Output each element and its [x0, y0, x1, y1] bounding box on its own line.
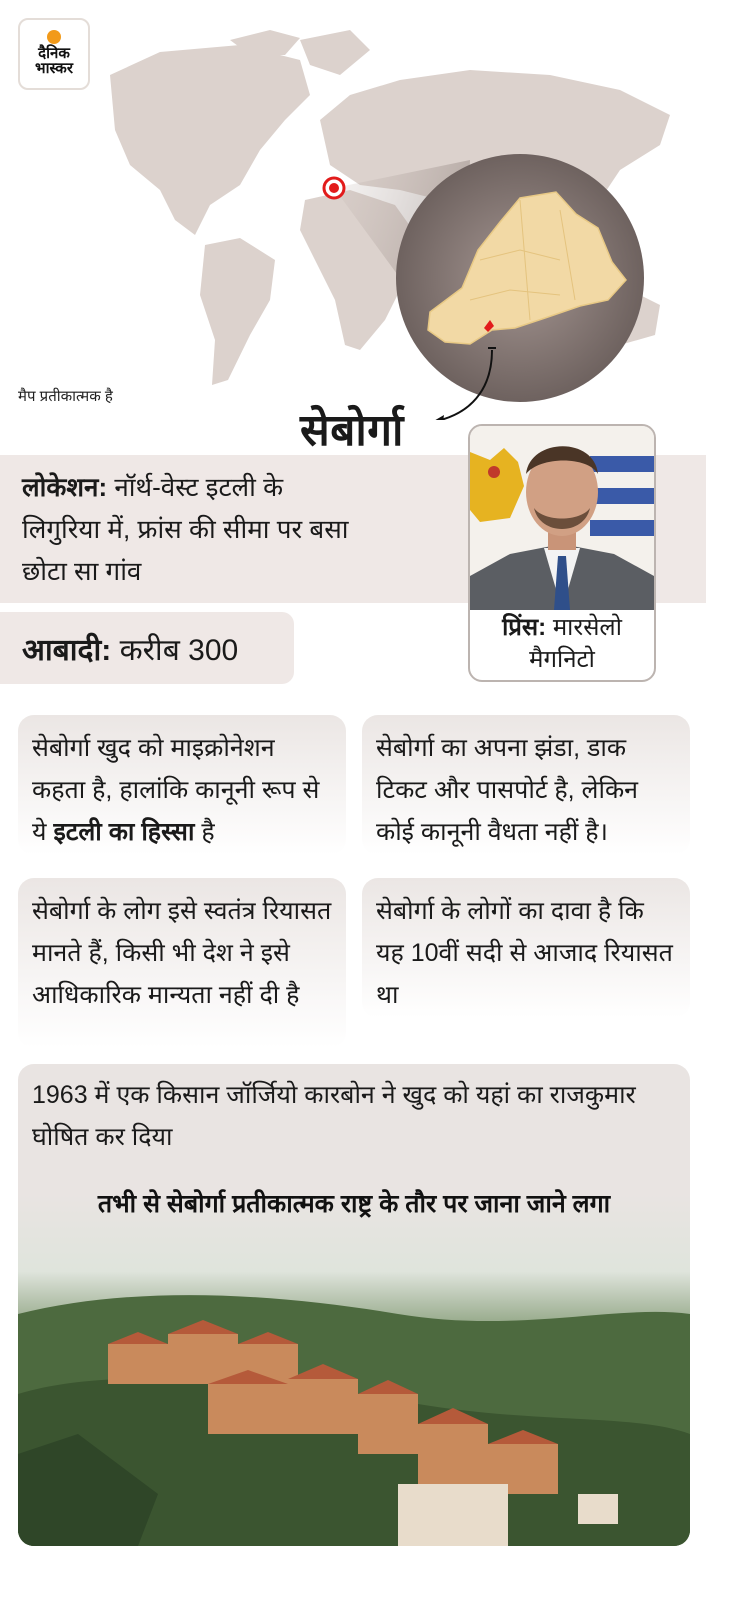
fact-card-3 — [18, 878, 346, 1048]
fact-1-text: सेबोर्गा खुद को माइक्रोनेशन कहता है, हालांकि कानूनी रूप से ये — [32, 734, 320, 846]
map-note: मैप प्रतीकात्मक है — [18, 388, 113, 405]
population-label: आबादी: — [22, 634, 112, 667]
population-text — [22, 628, 238, 669]
history-panel — [18, 1064, 690, 1546]
prince-name: मारसेलो मैगनिटो — [529, 614, 622, 673]
location-label: लोकेशन: — [22, 472, 108, 502]
fact-card-2 — [362, 715, 690, 855]
place-name: सेबोर्गा — [300, 406, 404, 455]
prince-photo — [470, 426, 654, 610]
fact-card-4 — [362, 878, 690, 1018]
fact-4-text: सेबोर्गा के लोगों का दावा है कि यह 10वीं सदी से आजाद रियासत था — [376, 897, 673, 1009]
fact-1-bold: इटली का हिस्सा — [53, 818, 195, 846]
prince-card — [468, 424, 656, 682]
village-aerial-photo — [18, 1194, 690, 1546]
prince-caption — [470, 612, 654, 676]
dainik-bhaskar-logo — [18, 18, 90, 90]
history-headline: तभी से सेबोर्गा प्रतीकात्मक राष्ट्र के तौर पर जाना जाने लगा — [97, 1190, 611, 1218]
location-text — [22, 466, 352, 592]
fact-1-tail: है — [194, 818, 215, 846]
sun-icon — [47, 30, 61, 44]
world-map — [0, 0, 730, 420]
prince-label: प्रिंस: — [502, 614, 547, 641]
population-value: करीब 300 — [119, 634, 239, 667]
fact-3-text: सेबोर्गा के लोग इसे स्वतंत्र रियासत मानते हैं, किसी भी देश ने इसे आधिकारिक मान्यता नहीं दी है — [32, 897, 332, 1009]
location-value: नॉर्थ-वेस्ट इटली के लिगुरिया में, फ्रांस की सीमा पर बसा छोटा सा गांव — [22, 472, 349, 586]
logo-line-2: भास्कर — [35, 60, 73, 77]
fact-2-text: सेबोर्गा का अपना झंडा, डाक टिकट और पासपोर्ट है, लेकिन कोई कानूनी वैधता नहीं है। — [376, 734, 639, 846]
history-text: 1963 में एक किसान जॉर्जियो कारबोन ने खुद को यहां का राजकुमार घोषित कर दिया — [32, 1081, 636, 1151]
fact-card-1 — [18, 715, 346, 855]
logo-line-1: दैनिक — [38, 45, 70, 62]
